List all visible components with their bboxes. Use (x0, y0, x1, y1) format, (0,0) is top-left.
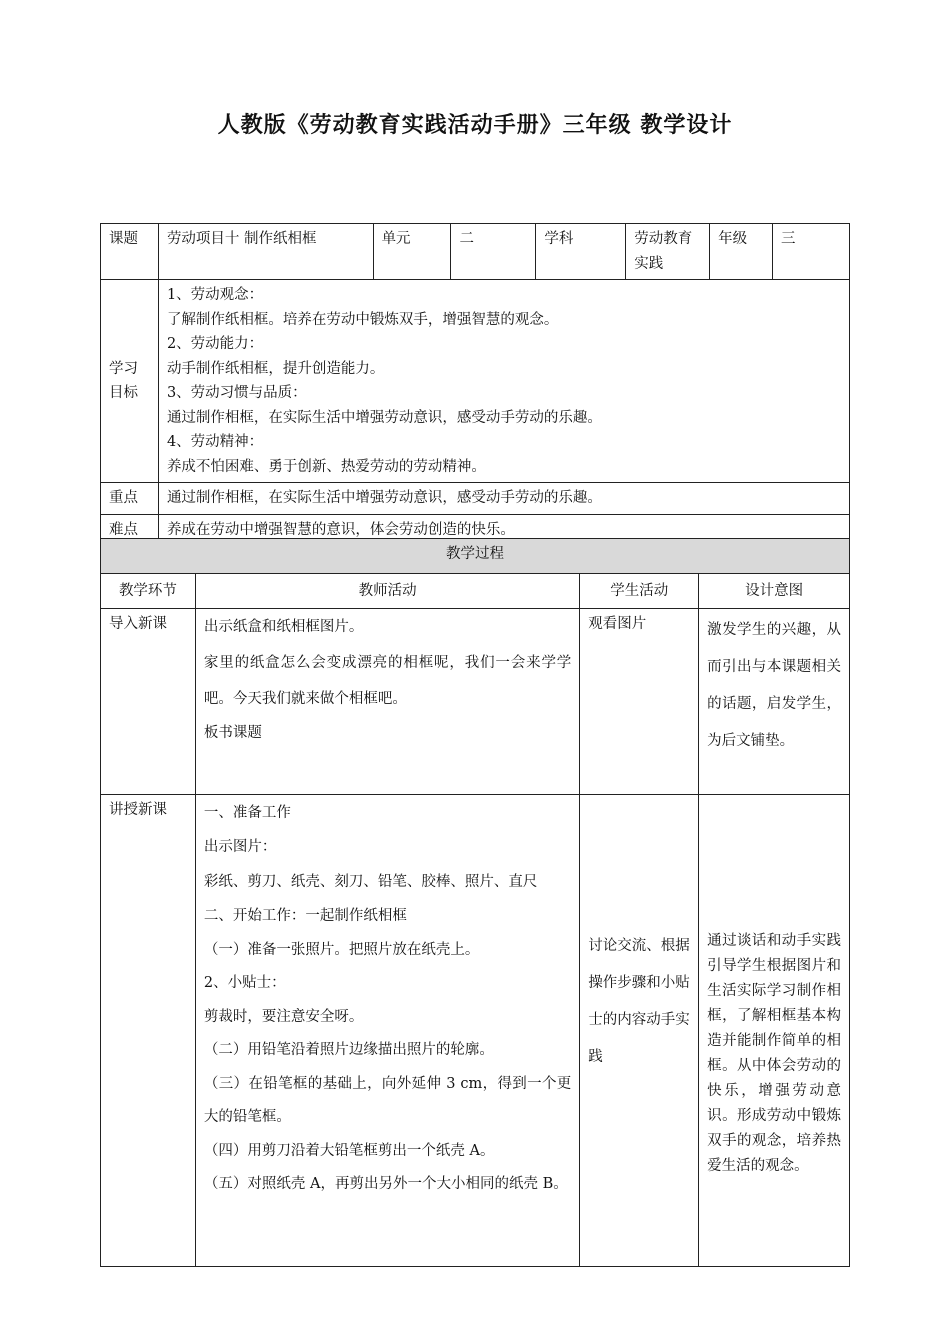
process-header-row (101, 539, 850, 574)
subject-value: 劳动教育实践 (626, 224, 710, 280)
unit-label: 单元 (373, 224, 451, 280)
subject-label: 学科 (536, 224, 626, 280)
lesson-info-table (100, 223, 850, 547)
objectives-label: 学习目标 (101, 280, 159, 483)
topic-label: 课题 (101, 224, 159, 280)
teacher-activity-line: 2、小贴士： (203, 975, 286, 991)
teacher-activity-line: 剪裁时，要注意安全呀。 (203, 1008, 364, 1025)
column-header-row (101, 574, 850, 609)
teacher-activity-line: 板书课题 (203, 724, 262, 741)
teacher-activity-line: （一）准备一张照片。把照片放在纸壳上。 (203, 941, 480, 958)
design-intent-cell: 通过谈话和动手实践引导学生根据图片和生活实际学习制作相框，了解相框基本构造并能制作简单的相框。从中体会劳动的快乐，增强劳动意识。形成劳动中锻炼双手的观念，培养热爱生活的观念。 (699, 795, 850, 1267)
objective-line: 3、劳动习惯与品质： (166, 385, 307, 401)
student-activity-cell: 观看图片 (580, 609, 699, 795)
teacher-activity-line: （五）对照纸壳 A，再剪出另外一个大小相同的纸壳 B。 (203, 1176, 568, 1192)
teacher-activity-line: 出示图片： (203, 838, 277, 855)
difficulty-label: 难点 (101, 515, 159, 547)
teacher-activity-line: （四）用剪刀沿着大铅笔框剪出一个纸壳 A。 (203, 1142, 495, 1159)
column-header-student: 学生活动 (580, 574, 699, 609)
stage-cell: 导入新课 (101, 609, 196, 795)
objective-line: 2、劳动能力： (166, 336, 264, 352)
info-row (101, 224, 850, 280)
objectives-content (158, 280, 849, 483)
topic-value: 劳动项目十 制作纸相框 (158, 224, 373, 280)
teaching-process-table (100, 538, 850, 1267)
teacher-activity-cell (195, 795, 579, 1267)
unit-value: 二 (451, 224, 536, 280)
process-header: 教学过程 (101, 539, 850, 574)
objective-line: 4、劳动精神： (166, 434, 264, 450)
key-point-value: 通过制作相框，在实际生活中增强劳动意识，感受动手劳动的乐趣。 (158, 483, 849, 515)
process-row-intro (101, 609, 850, 795)
teacher-activity-line: 二、开始工作：一起制作纸相框 (203, 908, 407, 924)
document-title: 人教版《劳动教育实践活动手册》三年级 教学设计 (217, 112, 733, 138)
objectives-row (101, 280, 850, 483)
objective-line: 通过制作相框，在实际生活中增强劳动意识，感受动手劳动的乐趣。 (166, 409, 602, 426)
teacher-activity-line: 家里的纸盒怎么会变成漂亮的相框呢，我们一会来学学吧。今天我们就来做个相框吧。 (203, 654, 572, 707)
grade-label: 年级 (710, 224, 773, 280)
teacher-activity-line: 彩纸、剪刀、纸壳、刻刀、铅笔、胶棒、照片、直尺 (203, 874, 538, 890)
teacher-activity-line: 出示纸盒和纸相框图片。 (203, 619, 364, 635)
key-point-label: 重点 (101, 483, 159, 515)
difficulty-value: 养成在劳动中增强智慧的意识，体会劳动创造的快乐。 (158, 515, 849, 547)
stage-cell: 讲授新课 (101, 795, 196, 1267)
teacher-activity-line: （三）在铅笔框的基础上，向外延伸 3 cm，得到一个更大的铅笔框。 (203, 1075, 572, 1125)
column-header-teacher: 教师活动 (195, 574, 579, 609)
objective-line: 动手制作纸相框，提升创造能力。 (166, 360, 385, 377)
process-row-new-lesson (101, 795, 850, 1267)
objective-line: 养成不怕困难、勇于创新、热爱劳动的劳动精神。 (166, 458, 486, 475)
student-activity-cell: 讨论交流、根据操作步骤和小贴士的内容动手实践 (580, 795, 699, 1267)
teacher-activity-line: （二）用铅笔沿着照片边缘描出照片的轮廓。 (203, 1042, 494, 1058)
teacher-activity-cell (195, 609, 579, 795)
design-intent-cell: 激发学生的兴趣，从而引出与本课题相关的话题，启发学生，为后文铺垫。 (699, 609, 850, 795)
key-point-row (101, 483, 850, 515)
objective-line: 1、劳动观念： (166, 287, 264, 303)
column-header-intent: 设计意图 (699, 574, 850, 609)
column-header-stage: 教学环节 (101, 574, 196, 609)
objective-line: 了解制作纸相框。培养在劳动中锻炼双手，增强智慧的观念。 (166, 311, 559, 328)
grade-value: 三 (773, 224, 850, 280)
teacher-activity-line: 一、准备工作 (203, 805, 291, 821)
